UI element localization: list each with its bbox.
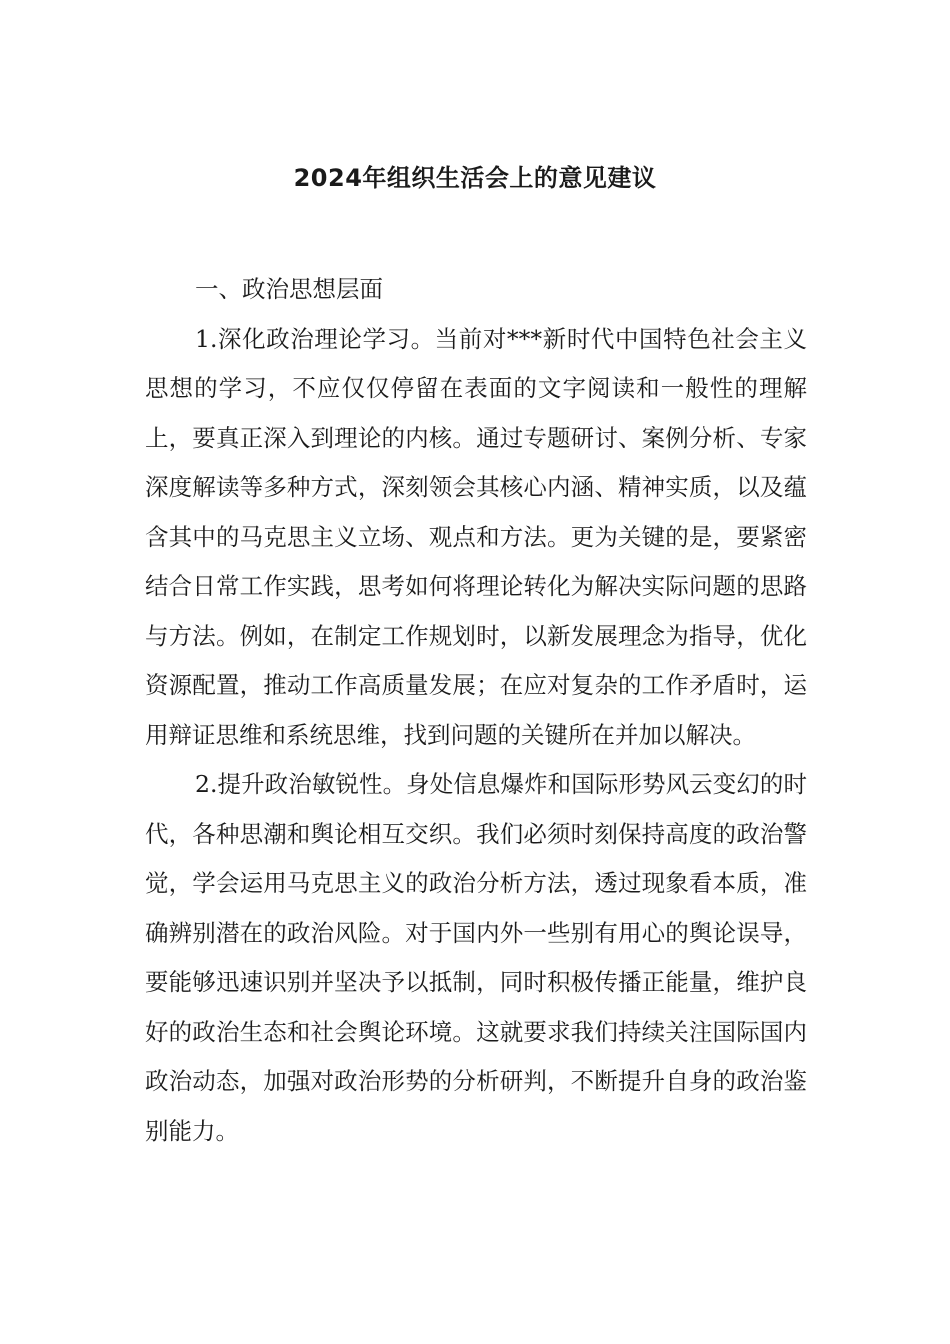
- document-body: [145, 265, 807, 1156]
- paragraph-1: 1.深化政治理论学习。当前对***新时代中国特色社会主义思想的学习，不应仅仅停留在表面的文字阅读和一般性的理解上，要真正深入到理论的内核。通过专题研讨、案例分析、专家深度解读等多种方式，深刻领会其核心内涵、精神实质，以及蕴含其中的马克思主义立场、观点和方法。更为关键的是，要紧密结合日常工作实践，思考如何将理论转化为解决实际问题的思路与方法。例如，在制定工作规划时，以新发展理念为指导，优化资源配置，推动工作高质量发展；在应对复杂的工作矛盾时，运用辩证思维和系统思维，找到问题的关键所在并加以解决。: [145, 324, 807, 749]
- section-heading: 一、政治思想层面: [195, 275, 383, 303]
- paragraph-2: 2.提升政治敏锐性。身处信息爆炸和国际形势风云变幻的时代，各种思潮和舆论相互交织。我们必须时刻保持高度的政治警觉，学会运用马克思主义的政治分析方法，透过现象看本质，准确辨别潜在的政治风险。对于国内外一些别有用心的舆论误导，要能够迅速识别并坚决予以抵制，同时积极传播正能量，维护良好的政治生态和社会舆论环境。这就要求我们持续关注国际国内政治动态，加强对政治形势的分析研判，不断提升自身的政治鉴别能力。: [145, 770, 807, 1145]
- document-title: 2024年组织生活会上的意见建议: [293, 164, 657, 192]
